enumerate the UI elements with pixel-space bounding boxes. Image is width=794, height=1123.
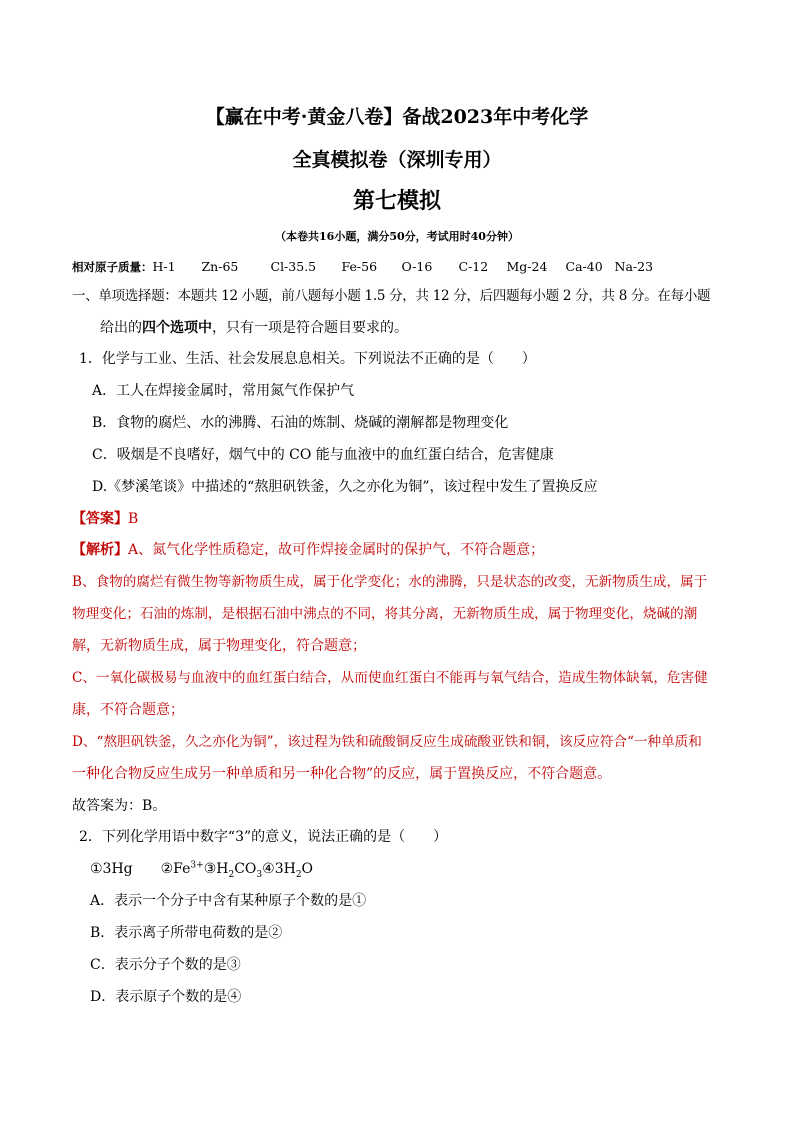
q1-analysis-line: D、“熬胆矾铁釜，久之亦化为铜”，该过程为铁和硫酸铜反应生成硫酸亚铁和铜，该反应符合“一种单质和 — [72, 734, 702, 750]
q1-answer — [72, 509, 138, 529]
q1-option-c: C．吸烟是不良嗜好，烟气中的 CO 能与血液中的血红蛋白结合，危害健康 — [92, 447, 554, 463]
section-heading-part-a: 给出的 — [100, 320, 142, 336]
q1-analysis-line: 一种化合物反应生成另一种单质和另一种化合物”的反应，属于置换反应，不符合题意。 — [72, 766, 612, 782]
formula-subscript: 3 — [256, 869, 263, 880]
section-heading-line2 — [100, 318, 408, 338]
section-heading-part-b: 四个选项中 — [142, 320, 212, 336]
q2-option-d: D．表示原子个数的是④ — [90, 989, 242, 1005]
formula-subscript: 2 — [295, 869, 302, 880]
section-heading-line1: 一、单项选择题：本题共 12 小题，前八题每小题 1.5 分，共 12 分，后四题每小题 2 分，共 8 分。在每小题 — [72, 288, 711, 304]
atomic-mass-item: Mg-24 — [506, 259, 548, 274]
exam-title-line1: 【赢在中考·黄金八卷】备战2023年中考化学 — [205, 106, 589, 128]
q1-analysis-line: C、一氧化碳极易与血液中的血红蛋白结合，从而使血红蛋白不能再与氧气结合，造成生物体缺氧，危害健 — [72, 670, 708, 686]
atomic-mass-row — [72, 257, 653, 277]
section-heading-part-c: ，只有一项是符合题目要求的。 — [212, 320, 408, 336]
formula-text: ③H — [203, 861, 229, 877]
formula-superscript: 3+ — [190, 860, 204, 871]
q1-analysis-line: 物理变化；石油的炼制，是根据石油中沸点的不同，将其分离，无新物质生成，属于物理变化，烧碱的潮 — [72, 606, 698, 622]
atomic-mass-label: 相对原子质量： — [72, 260, 153, 274]
q2-stem: 2．下列化学用语中数字“3”的意义，说法正确的是（ ） — [79, 829, 448, 845]
q1-analysis-line — [72, 540, 544, 560]
formula-text: ①3Hg ②Fe — [90, 861, 191, 877]
formula-subscript: 2 — [228, 869, 235, 880]
answer-label: 【答案】 — [72, 511, 128, 527]
analysis-label: 【解析】 — [72, 542, 128, 558]
formula-text: CO — [234, 861, 257, 877]
atomic-mass-item: O-16 — [401, 259, 433, 274]
q1-conclusion: 故答案为：B。 — [72, 798, 167, 814]
q2-formulas — [90, 859, 313, 879]
q1-analysis-line: 解，无新物质生成，属于物理变化，符合题意； — [72, 638, 366, 654]
atomic-mass-item: Na-23 — [614, 259, 654, 274]
q1-analysis-line: 康，不符合题意； — [72, 702, 184, 718]
q2-option-b: B．表示离子所带电荷数的是② — [90, 925, 283, 941]
analysis-text: A、氮气化学性质稳定，故可作焊接金属时的保护气，不符合题意； — [128, 542, 545, 558]
exam-note: （本卷共16小题，满分50分，考试用时40分钟） — [275, 230, 519, 243]
answer-value: B — [128, 511, 139, 527]
q2-option-a: A．表示一个分子中含有某种原子个数的是① — [90, 893, 367, 909]
q2-option-c: C．表示分子个数的是③ — [90, 957, 241, 973]
atomic-mass-item: Zn-65 — [201, 259, 239, 274]
q1-analysis-line: B、食物的腐烂有微生物等新物质生成，属于化学变化；水的沸腾，只是状态的改变，无新物质生成，属于 — [72, 574, 708, 590]
atomic-mass-item: Cl-35.5 — [270, 259, 317, 274]
formula-text: ④3H — [262, 861, 296, 877]
atomic-mass-item: Ca-40 — [565, 259, 603, 274]
atomic-mass-item: C-12 — [458, 259, 489, 274]
q1-option-a: A．工人在焊接金属时，常用氮气作保护气 — [92, 383, 355, 399]
q1-stem: 1．化学与工业、生活、社会发展息息相关。下列说法不正确的是（ ） — [79, 351, 536, 367]
q1-option-d: D.《梦溪笔谈》中描述的“熬胆矾铁釜，久之亦化为铜”，该过程中发生了置换反应 — [92, 479, 598, 495]
atomic-mass-item: Fe-56 — [341, 259, 378, 274]
q1-option-b: B．食物的腐烂、水的沸腾、石油的炼制、烧碱的潮解都是物理变化 — [92, 415, 509, 431]
exam-title-line2: 全真模拟卷（深圳专用） — [292, 149, 502, 171]
atomic-mass-item: H-1 — [152, 259, 176, 274]
exam-title-line3: 第七模拟 — [352, 188, 441, 214]
formula-text: O — [301, 861, 314, 877]
